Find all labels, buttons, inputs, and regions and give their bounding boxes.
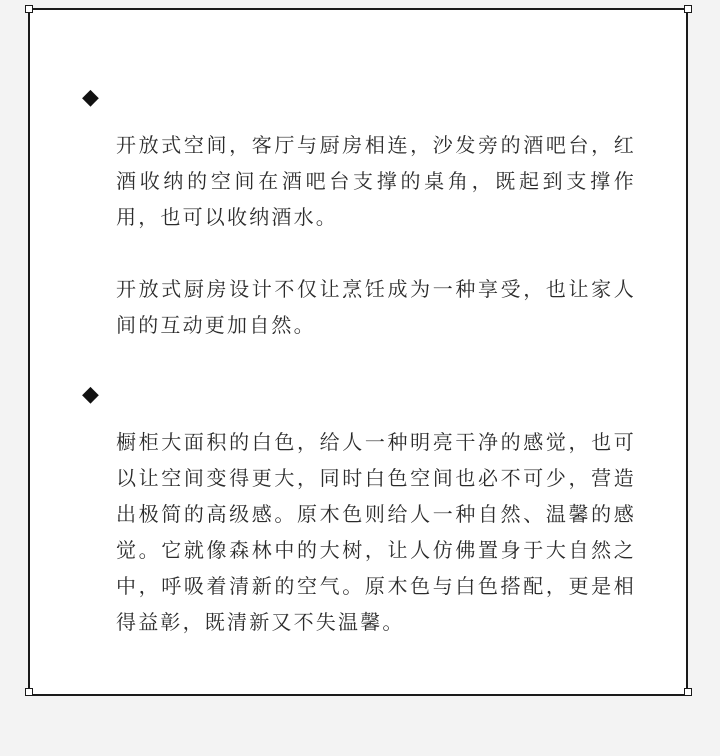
diamond-bullet-icon: ◆ bbox=[82, 85, 99, 110]
section-cabinet-colors bbox=[82, 382, 642, 640]
paragraph-spacer bbox=[82, 235, 642, 271]
paragraph-kitchen-design: 开放式厨房设计不仅让烹饪成为一种享受，也让家人间的互动更加自然。 bbox=[116, 277, 636, 337]
frame-corner-bottom-right bbox=[684, 688, 692, 696]
frame-corner-top-left bbox=[25, 5, 33, 13]
frame-corner-top-right bbox=[684, 5, 692, 13]
paragraph-open-space: 开放式空间，客厅与厨房相连，沙发旁的酒吧台，红酒收纳的空间在酒吧台支撑的桌角，既起到支撑作用，也可以收纳酒水。 bbox=[116, 133, 636, 229]
diamond-bullet-icon: ◆ bbox=[82, 382, 99, 407]
paragraph-cabinet-colors: 橱柜大面积的白色，给人一种明亮干净的感觉，也可以让空间变得更大，同时白色空间也必不可少，营造出极简的高级感。原木色则给人一种自然、温馨的感觉。它就像森林中的大树，让人仿佛置身于大自然之中，呼吸着清新的空气。原木色与白色搭配，更是相得益彰，既清新又不失温馨。 bbox=[116, 430, 636, 634]
section-open-kitchen bbox=[82, 85, 642, 343]
frame-corner-bottom-left bbox=[25, 688, 33, 696]
